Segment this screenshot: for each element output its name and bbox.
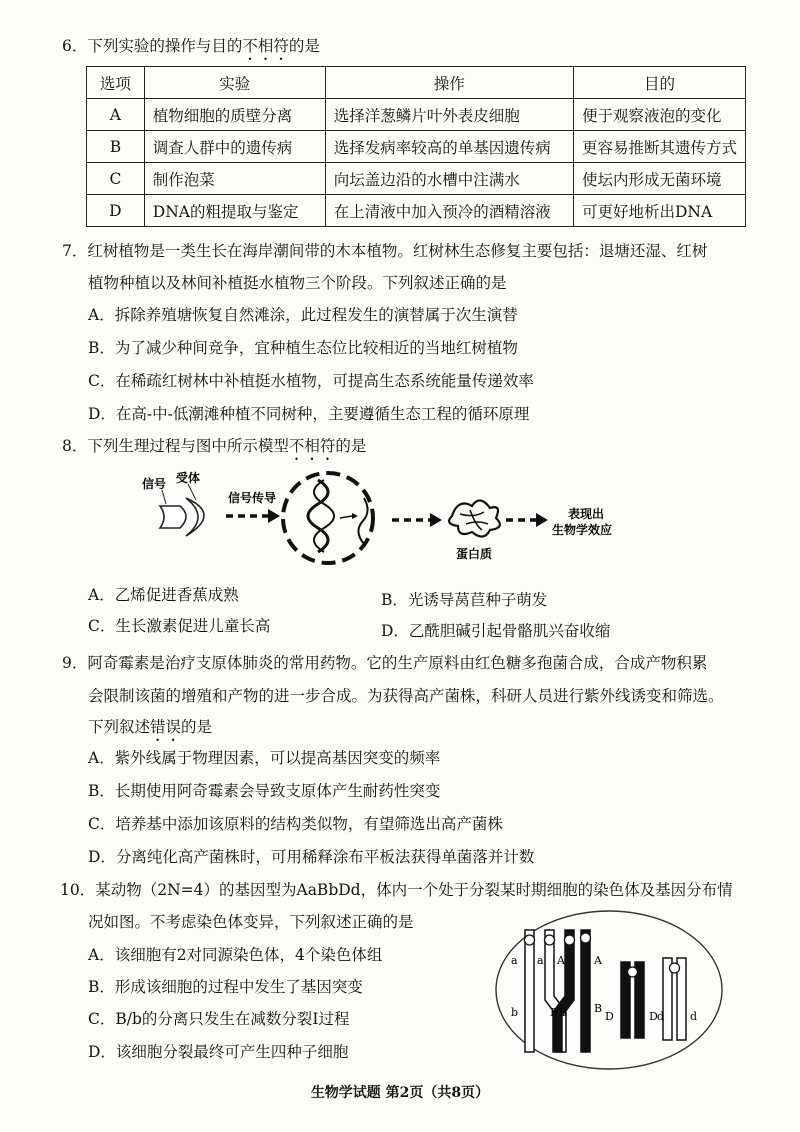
effect-label-line1: 表现出 (568, 507, 605, 521)
table-cell: 使坛内形成无菌环境 (573, 163, 745, 195)
q7-option-b: B．为了减少种间竞争，宜种植生态位比较相近的当地红树植物 (88, 339, 518, 357)
q6-table (86, 66, 746, 227)
arrow-head (352, 513, 358, 519)
q8-option-c: C．生长激素促进儿童长高 (88, 617, 271, 635)
gene-label-A: A (594, 954, 602, 967)
signal-label: 信号 (142, 477, 167, 491)
chromosome-1 (525, 930, 534, 1052)
gene-label-A: A (557, 954, 565, 967)
cell-chromosome-diagram (493, 908, 725, 1072)
q7-option-d: D．在高-中-低潮滩种植不同树种，主要遵循生态工程的循环原理 (88, 405, 530, 423)
arrow-head (536, 513, 548, 527)
table-header-row (87, 67, 746, 99)
nucleus-membrane (283, 473, 373, 563)
gene-label-D: D (649, 1010, 658, 1023)
gene-label-D: D (605, 1010, 614, 1023)
table-cell: 在上清液中加入预冷的酒精溶液 (325, 195, 573, 227)
q8-option-d: D．乙酰胆碱引起骨骼肌兴奋收缩 (381, 622, 611, 640)
protein-folds (460, 510, 488, 530)
receptor-pointer (188, 484, 196, 500)
arrow-head (268, 509, 280, 523)
q9-option-c: C．培养基中添加该原料的结构类似物，有望筛选出高产菌株 (88, 815, 503, 833)
table-cell: 植物细胞的质壁分离 (144, 99, 325, 131)
q10-stem-line1: 10．某动物（2N=4）的基因型为AaBbDd，体内一个处于分裂某时期细胞的染色体及基因分布情 (60, 881, 733, 899)
table-cell: 更容易推断其遗传方式 (573, 131, 745, 163)
transduction-label: 信号传导 (228, 491, 277, 505)
q6-stem: 6．下列实验的操作与目的不相符的是 (62, 37, 320, 55)
table-cell: 向坛盖边沿的水槽中注满水 (325, 163, 573, 195)
table-cell: 调查人群中的遗传病 (144, 131, 325, 163)
q10-option-a: A．该细胞有2对同源染色体，4个染色体组 (88, 946, 383, 964)
q9-option-a: A．紫外线属于物理因素，可以提高基因突变的频率 (88, 749, 441, 767)
q7-stem-line1: 7．红树植物是一类生长在海岸潮间带的木本植物。红树林生态修复主要包括：退塘还湿、红树 (62, 242, 708, 260)
centromere (628, 967, 638, 977)
page-footer: 生物学试题 第2页（共8页） (310, 1085, 490, 1101)
centromere (525, 935, 535, 945)
protein-label: 蛋白质 (456, 547, 493, 561)
q7-stem-line2: 植物种植以及林间补植挺水植物三个阶段。下列叙述正确的是 (88, 274, 507, 292)
centromere (670, 963, 680, 973)
column-header: 目的 (573, 67, 745, 99)
gene-label-d: d (690, 1010, 698, 1023)
q7-option-a: A．拆除养殖塘恢复自然滩涂，此过程发生的演替属于次生演替 (88, 306, 518, 324)
mrna-strand (358, 498, 367, 544)
q9-stem-line3: 下列叙述错误的是 (88, 718, 213, 736)
receptor-shape (186, 498, 204, 536)
table-cell: B (87, 131, 145, 163)
table-row (87, 195, 746, 227)
q8-option-a: A．乙烯促进香蕉成熟 (88, 586, 239, 604)
gene-label-B: B (559, 1006, 568, 1019)
table-cell: 选择洋葱鳞片叶外表皮细胞 (325, 99, 573, 131)
gene-label-B: B (594, 1002, 603, 1015)
chromosome-4 (581, 930, 590, 1052)
dna-strand-2 (314, 480, 334, 552)
receptor-label: 受体 (176, 471, 201, 485)
table-cell: 制作泡菜 (144, 163, 325, 195)
gene-label-B: B (550, 1006, 559, 1019)
q9-option-b: B．长期使用阿奇霉素会导致支原体产生耐药性突变 (88, 782, 441, 800)
q9-option-d: D．分离纯化高产菌株时，可用稀释涂布平板法获得单菌落并计数 (88, 848, 535, 866)
table-cell: DNA的粗提取与鉴定 (144, 195, 325, 227)
effect-label-line2: 生物学效应 (552, 523, 613, 537)
gene-label-a: a (537, 954, 544, 967)
q10-option-d: D．该细胞分裂最终可产生四种子细胞 (88, 1043, 349, 1061)
transcription-arrow (340, 516, 352, 518)
table-cell: 可更好地析出DNA (573, 195, 745, 227)
q10-option-b: B．形成该细胞的过程中发生了基因突变 (88, 978, 363, 996)
gene-label-b: b (511, 1006, 519, 1019)
q9-stem-line2: 会限制该菌的增殖和产物的进一步合成。为获得高产菌株，科研人员进行紫外线诱变和筛选。 (88, 687, 724, 705)
q10-option-c: C．B/b的分离只发生在减数分裂Ⅰ过程 (88, 1010, 350, 1028)
table-cell: A (87, 99, 145, 131)
gene-label-d: d (657, 1010, 665, 1023)
centromere (581, 933, 591, 943)
q8-option-b: B．光诱导莴苣种子萌发 (381, 591, 548, 609)
column-header: 实验 (144, 67, 325, 99)
table-row (87, 131, 746, 163)
arrow-head (430, 513, 442, 527)
q10-stem-line2: 况如图。不考虑染色体变异，下列叙述正确的是 (88, 913, 414, 931)
column-header: 选项 (87, 67, 145, 99)
gene-label-a: a (511, 954, 518, 967)
centromere (565, 935, 575, 945)
q8-stem: 8．下列生理过程与图中所示模型不相符的是 (62, 437, 367, 455)
table-row (87, 163, 746, 195)
column-header: 操作 (325, 67, 573, 99)
centromere (545, 935, 555, 945)
q7-option-c: C．在稀疏红树林中补植挺水植物，可提高生态系统能量传递效率 (88, 372, 534, 390)
signal-pathway-diagram (140, 468, 640, 578)
q9-stem-line1: 9．阿奇霉素是治疗支原体肺炎的常用药物。它的生产原料由红色糖多孢菌合成，合成产物积累 (62, 654, 708, 672)
table-cell: C (87, 163, 145, 195)
signal-pointer (162, 490, 166, 504)
table-cell: D (87, 195, 145, 227)
table-cell: 便于观察液泡的变化 (573, 99, 745, 131)
table-row (87, 99, 746, 131)
table-cell: 选择发病率较高的单基因遗传病 (325, 131, 573, 163)
signal-molecule-shape (160, 506, 186, 528)
dna-strand-1 (308, 480, 328, 552)
